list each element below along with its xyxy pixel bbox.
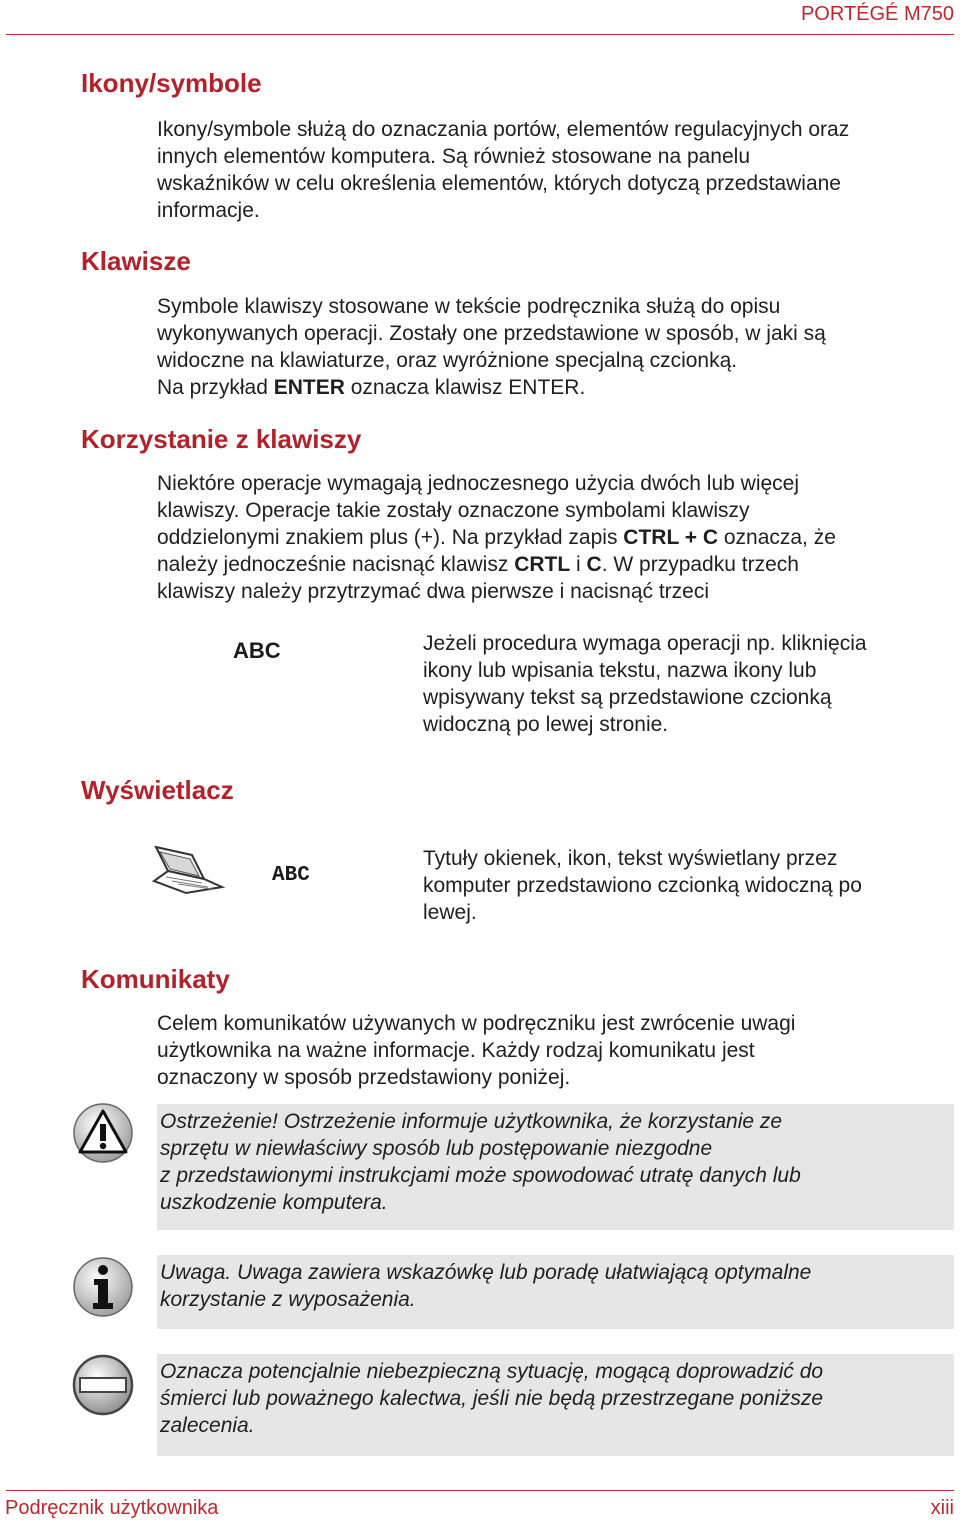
abc-display-sample: ABC [272, 864, 310, 887]
icons-line: wskaźników w celu określenia elementów, których dotyczą przedstawiane [157, 172, 841, 195]
heading-display: Wyświetlacz [81, 775, 234, 805]
footer-page-number: xiii [930, 1497, 954, 1519]
key-c-2: C [586, 553, 602, 576]
info-note: Uwaga. Uwaga zawiera wskazówkę lub poradę ułatwiającą optymalne korzystanie z wyposażenia. [157, 1255, 954, 1329]
heading-key-use: Korzystanie z klawiszy [81, 424, 362, 454]
abc-description: Jeżeli procedura wymaga operacji np. kliknięcia ikony lub wpisania tekstu, nazwa ikony lub wpisywany tekst są przedstawione czcionką widoczną po lewej stronie. [423, 632, 867, 736]
icons-paragraph [157, 116, 849, 224]
keys-paragraph [157, 293, 826, 401]
key-use-line: klawiszy należy przytrzymać dwa pierwsze i nacisnąć trzeci [157, 580, 709, 603]
header-title: PORTÉGÉ M750 [800, 3, 954, 25]
key-use-line: oddzielonymi znakiem plus (+). Na przykład zapis CTRL + C oznacza, że [157, 526, 836, 549]
key-crtl: CRTL [514, 553, 571, 576]
footer-divider [6, 1490, 954, 1491]
keys-line: widoczne na klawiaturze, oraz wyróżnione specjalną czcionką. [157, 349, 738, 372]
heading-keys: Klawisze [81, 246, 191, 276]
icons-line: Ikony/symbole służą do oznaczania portów, elementów regulacyjnych oraz [157, 118, 850, 141]
warning-icon [72, 1102, 134, 1164]
key-c: C [702, 526, 718, 549]
laptop-icon [152, 843, 228, 895]
key-ctrl: CTRL [623, 526, 679, 549]
header-divider [6, 34, 954, 35]
display-description: Tytuły okienek, ikon, tekst wyświetlany przez komputer przedstawiono czcionką widoczną po lewej. [423, 847, 862, 924]
abc-key-sample: ABC [233, 638, 281, 663]
icons-line: informacje. [157, 199, 260, 222]
warning-note: Ostrzeżenie! Ostrzeżenie informuje użytkownika, że korzystanie ze sprzętu w niewłaściwy sposób lub postępowanie niezgodne z przedstawionymi instrukcjami może spowodować utratę danych lub uszkodzenie komputera. [157, 1104, 954, 1230]
keys-example-line: Na przykład ENTER oznacza klawisz ENTER. [157, 376, 586, 399]
key-use-line: klawiszy. Operacje takie zostały oznaczone symbolami klawiszy [157, 499, 750, 522]
info-icon [72, 1256, 134, 1318]
danger-note: Oznacza potencjalnie niebezpieczną sytuację, mogącą doprowadzić do śmierci lub poważnego kalectwa, jeśli nie będą przestrzegane poniższe zalecenia. [157, 1354, 954, 1456]
key-use-line: należy jednocześnie nacisnąć klawisz CRTL i C. W przypadku trzech [157, 553, 799, 576]
messages-paragraph: Celem komunikatów używanych w podręczniku jest zwrócenie uwagi użytkownika na ważne informacje. Każdy rodzaj komunikatu jest oznaczony w sposób przedstawiony poniżej. [157, 1012, 796, 1089]
danger-icon [72, 1354, 134, 1416]
key-enter: ENTER [273, 376, 345, 399]
key-use-paragraph [157, 470, 836, 605]
heading-icons: Ikony/symbole [81, 68, 262, 98]
key-use-line: Niektóre operacje wymagają jednoczesnego użycia dwóch lub więcej [157, 472, 800, 495]
keys-line: wykonywanych operacji. Zostały one przedstawione w sposób, w jaki są [157, 322, 826, 345]
footer-manual-title: Podręcznik użytkownika [5, 1497, 219, 1519]
keys-line: Symbole klawiszy stosowane w tekście podręcznika służą do opisu [157, 295, 781, 318]
icons-line: innych elementów komputera. Są również stosowane na panelu [157, 145, 751, 168]
heading-messages: Komunikaty [81, 964, 230, 994]
